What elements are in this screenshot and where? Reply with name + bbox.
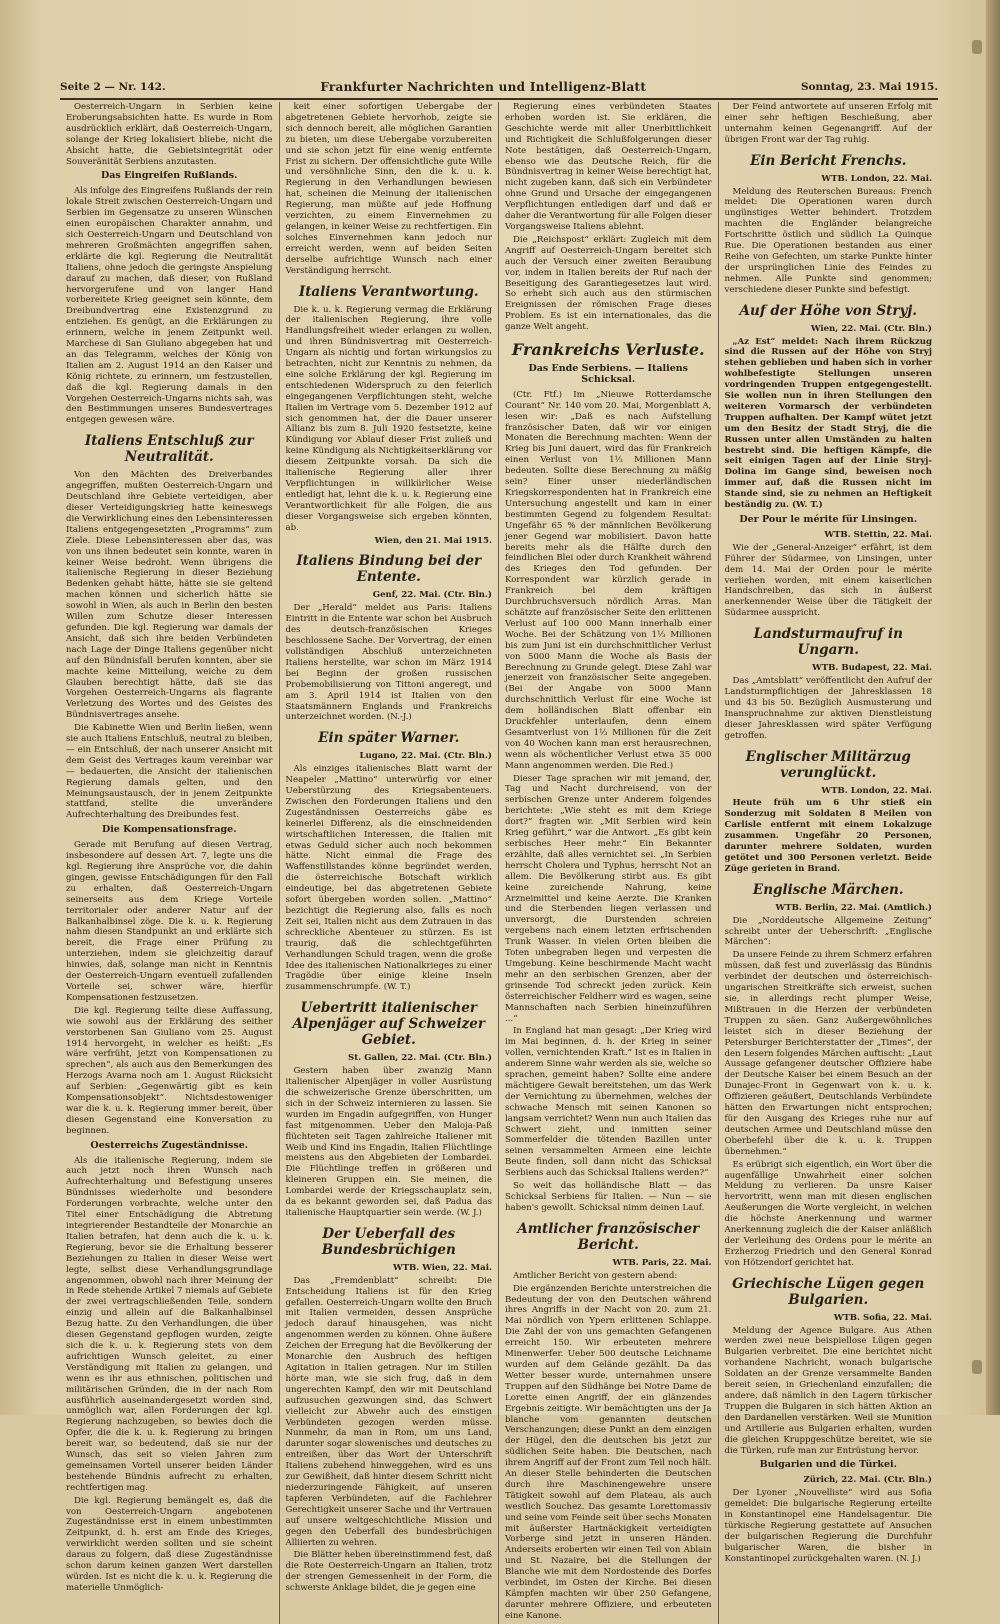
paragraph: Der Feind antwortete auf unseren Erfolg mit einer sehr heftigen Beschießung, aber unternahm keinen Gegenangriff. Auf der übrigen Front war der Tag ruhig. [724,102,932,145]
paragraph: Die kgl. Regierung bemängelt es, daß die von Oesterreich-Ungarn angebotenen Zugeständnisse erst in einem unbestimmten Zeitpunkt, d. h. erst am Ende des Krieges, verwirklicht werden sollten und sie scheint daraus zu folgern, daß diese Zugeständnisse schon darum keinen ganzen Wert darstellen würden. Ist es nicht die k. u. k. Regierung die materielle Unmöglich- [66,1495,273,1593]
paragraph: keit einer sofortigen Uebergabe der abgetretenen Gebiete hervorhob, zeigte sie sich dennoch bereit, alle möglichen Garantien zu bieten, um diese Uebergabe vorzubereiten und sie schon jetzt für eine wenig entfernte Frist zu sichern. Der offensichtliche gute Wille und versöhnliche Sinn, den die k. u. k. Regierung in den Verhandlungen bewiesen hat, scheinen die Meinung der italienischen Regierung, man müßte auf jede Hoffnung verzichten, zu einem Einvernehmen zu gelangen, in keiner Weise zu rechtfertigen. Ein solches Einvernehmen kann jedoch nur erreicht werden, wenn auf beiden Seiten derselbe aufrichtige Wunsch nach einer Verständigung herrscht. [285,102,492,276]
issue-date: Sonntag, 23. Mai 1915. [800,81,938,93]
paragraph: Das „Amtsblatt“ veröffentlicht den Aufruf der Landsturmpflichtigen der Jahresklassen 18 und 43 bis 50. Bezüglich Ausmusterung und Inanspruchnahme zur aktiven Dienstleistung dieser Jahresklassen wird später Verfügung getroffen. [724,676,932,741]
article-headline: Bulgarien und die Türkei. [759,1459,897,1471]
paragraph: Als einziges italienisches Blatt warnt der Neapeler „Mattino“ unterwürfig vor einer Ueberstürzung des Kriegsabenteuers. Zwischen den Forderungen Italiens und den Zugeständnissen Oesterreichs gäbe es keinerlei Differenz, als die einschneidenden wirtschaftlichen Interessen, die Italien mit etwas Geduld sicher auch noch bekommen hätte. Nicht einmal die Frage des Waffenstillstandes könne begründet werden, die österreichische Botschaft wirklich eindeutige, bei das abgetretenen Gebiete sofort übergeben worden sollen. „Mattino“ bezichtigt die Regierung also, falls es noch Zeit sei, Italien nicht aus dem Zutrauen in das schreckliche Abenteuer zu stürzen. Es ist traurig, daß die schlechtgeführten Verhandlungen Schuld tragen, wenn die große Idee des italienischen Nationalkrieges zu einer Tragödie über einige kleine Inseln zusammenschrumpfe. (W. T.) [285,764,492,993]
paragraph: In England hat man gesagt: „Der Krieg wird im Mai beginnen, d. h. der Krieg in seiner vollen, vernichtenden Kraft.“ Ist es in Italien in anderem Sinne wahr werden als sie, welche so sprachen, gemeint haben? Sollte eine andere mächtigere Gewalt bereitstehen, um das Werk der Vernichtung zu übernehmen, welches der schwache Mensch mit seinen Kanonen so langsam verrichtet? Wenn nun auch Italien das Schwert zieht, und inmitten seiner Sommerfelder die tötenden Bazillen unter seinen versammelten Armeen eine leichte Beute finden, soll dann nicht das Schicksal Serbiens auch das Schicksal Italiens werden?“ [505,1026,712,1179]
article-headline: Der Pour le mérite für Linsingen. [739,514,918,525]
page-number: Seite 2 — Nr. 142. [60,81,166,93]
paragraph: Dieser Tage sprachen wir mit jemand, der, Tag und Nacht durchreisend, von der serbischen Grenze unter Anderem folgendes berichtete: „Wie steht es mit dem Kriege dort?“ fragten wir. „Mit Serbien wird kein Krieg geführt,“ war die Antwort. „Es gibt kein serbisches Heer mehr.“ Ein Bekannter erzählte, daß alles vernichtet sei. „In Serbien herrscht Cholera und Typhus, herrscht Not an allem. Die Bevölkerung stirbt aus. Es gibt keine zureichende Nahrung, keine Arzneimittel und keine Aerzte. Die Kranken und die Sterbenden liegen verlassen und unversorgt, die Durstenden schreien vergebens nach einem letzten erfrischenden Trunk Wasser. In vielen Orten bleiben die Toten unbegraben liegen und verpesten die Umgebung. Keine beschirmende Macht wacht mehr an den serbischen Grenzen, aber der grinsende Tod schreckt jeden zurück. Kein österreichischer Feldherr wird es wagen, seine Mannschaften nach Serbien hineinzuführen ...“ [505,773,712,1024]
paragraph: So weit das holländische Blatt — das Schicksal Serbiens für Italien. — Nun — sie haben's gewollt. Schicksal nimm deinen Lauf. [505,1181,712,1213]
article-headline: Italiens Bindung bei der Entente. [296,553,482,586]
article-headline: Englische Märchen. [752,881,904,898]
section-heading: Die Kompensationsfrage. [101,824,237,836]
paragraph: Wie der „General-Anzeiger“ erfährt, ist dem Führer der Südarmee, von Linsingen, unter dem 14. Mai der Orden pour le mérite verliehen worden, mit einem kaiserlichen Handschreiben, das sich in äußerst anerkennender Weise über die Tätigkeit der Südarmee ausspricht. [724,542,932,619]
paragraph: Als infolge des Eingreifens Rußlands der rein lokale Streit zwischen Oesterreich-Ungarn und Serbien im Gegensatze zu unseren Wünschen einen europäischen Charakter annahm, und sich Oesterreich-Ungarn und Deutschland von mehreren Großmächten angegriffen sahen, erklärte die kgl. Regierung die Neutralität Italiens, ohne jedoch die geringste Anspielung darauf zu machen, daß dieser, von Rußland hervorgerufene und von langer Hand vorbereitete Krieg geeignet sein könnte, dem Dreibundvertrag eine Existenzgrund zu entziehen. Es genügt, an die Erklärungen zu erinnern, welche in jenem Zeitpunkt weil. Marchese di San Giuliano abgegeben hat und an das Telegramm, welches der König von Italien am 2. August 1914 an den Kaiser und König richtete, zu erinnern, um festzustellen, daß die kgl. Regierung damals in den Vorgehen Oesterreich-Ungarns nichts sah, was den Bestimmungen unseres Bundesvertrages entgegen gewesen wäre. [66,186,273,426]
paragraph: Der „Herald“ meldet aus Paris: Italiens Eintritt in die Entente war schon bei Ausbruch des deutsch-französischen Krieges beschlossene Sache. Der Vorvertrag, der einen vollständigen Abschluß unterzeichneten Italiens herstellte, war schon im März 1914 bei Beginn der großen russischen Probemobilisierung von Tittoni angeregt, und am 3. April 1914 ist Italien von den Staatsmännern Englands und Frankreichs unterzeichnet worden. (N.-J.) [285,603,492,723]
paragraph: Der Lyoner „Nouvelliste“ wird aus Sofia gemeldet: Die bulgarische Regierung erteilte in Konstantinopel eine Handelsagentur. Die türkische Regierung gestattete auf Ansuchen der bulgarischen Regierung die Durchfuhr bulgarischer Waren, die bisher in Konstantinopel zurückgehalten waren. (N. J.) [724,1488,932,1564]
dateline: St. Gallen, 22. Mai. (Ctr. Bln.) [348,1053,492,1064]
dateline: WTB. London, 22. Mai. [821,785,932,796]
paper-edge [986,0,1000,1415]
binding-hole [972,1360,982,1374]
dateline: WTB. Budapest, 22. Mai. [812,663,932,674]
article-headline: Der Ueberfall des Bundesbrüchigen [321,1225,456,1258]
dateline: WTB. Sofia, 22. Mai. [833,1312,932,1323]
section-heading: Oesterreichs Zugeständnisse. [90,1139,249,1151]
article-headline: Auf der Höhe von Stryj. [739,302,917,319]
article-headline: Italiens Verantwortung. [298,283,479,300]
paragraph: Die ergänzenden Berichte unterstreichen die Bedeutung der von den Deutschen während ihres Angriffs in der Nacht von 20. zum 21. Mai nördlich von Ypern erlittenen Schlappe. Die Zahl der von uns gemachten Gefangenen erreicht 150. Wir erbeuteten mehrere Minenwerfer. Ueber 500 deutsche Leichname wurden auf dem Gelände gezählt. Da das Wetter besser wurde, unternahmen unsere Truppen auf den Südhänge bei Notre Dame de Lorette einen Angriff, der ein glänzendes Ergebnis zeitigte. Wir bemächtigten uns der Ja blanche vom genannten deutschen Verschanzungen; diese Punkt an dem einzigen der Hügel, den die deutschen bis jetzt zur südlichen Seite haben. Die Deutschen, nach ihrem Angriff auf der Front zum Teil noch hält. An dieser Stelle behinderten die Deutschen durch ihre Maschinengewehre unsere Tätigkeit sowohl auf dem Plateau, als auch westlich Souchez. Das gesamte Lorettomassiv und seine vom Feinde seit über sechs Monaten mit äußerster Hartnäckigkeit verteidigten Vorberge sind jetzt in unseren Händen. Anderseits eroberten wir einen Teil von Ablain und St. Nazaire, bei die Stellungen der Blanche wie mit dem Nordostende des Dorfes verbindet, im Osten der Kirche. Bei diesen Kämpfen machten wir über 250 Gefangene, darunter mehrere Offiziere, und erbeuteten eine Kanone. [505,1283,712,1621]
dateline: Lugano, 22. Mai. (Ctr. Bln.) [359,751,492,762]
article-headline: Ein später Warner. [318,730,460,747]
paragraph: Gerade mit Berufung auf diesen Vertrag, insbesondere auf dessen Art. 7, legte uns die kgl. Regierung ihre Ansprüche vor, die dahin gingen, gewisse Entschädigungen für den Fall zu erhalten, daß Oesterreich-Ungarn seinerseits aus dem Kriege Vorteile territorialer oder anderer Natur auf der Balkanhalbinsel zöge. Die k. u. k. Regierung nahm diesen Standpunkt an und erklärte sich bereit, die Frage einer Prüfung zu unterziehen, indem sie gleichzeitig darauf hinwies, daß, solange man nicht in Kenntnis der Oesterreich-Ungarn eventuell zufallenden Vorteile sei, schwer wäre, hierfür Kompensationen festzusetzen. [66,840,273,1003]
article-headline: Landsturmaufruf in Ungarn. [753,626,903,659]
article-headline: Frankreichs Verluste. [511,340,705,360]
column-3 [499,102,719,1624]
dateline: Wien, den 21. Mai 1915. [374,535,492,546]
dateline: WTB. London, 22. Mai. [821,173,932,184]
paragraph: Da unsere Feinde zu ihrem Schmerz erfahren müssen, daß fest und zuverlässig das Bündnis verbindet der deutschen und österreichisch-ungarischen Streitkräfte sich erweist, suchen sie, in allerdings recht plumper Weise, Mißtrauen in die Herzen der verbündeten Truppen zu säen. Ganz Außergewöhnliches leistet sich in dieser Beziehung der Petersburger Berichterstatter der „Times“, der den Lesern folgendes Märchen auftischt: „Laut Aussage gefangener deutscher Offiziere habe der Deutsche Kaiser bei einem Besuch an der Dunajec-Front in Gegenwart von k. u. k. Offizieren geäußert, Deutschlands Verbündete hätten den Erwartungen nicht entsprochen; für den Ausgang des Krieges ruhe nur auf deutschen Armee und Deutschland müsse den Oberbefehl über die k. u. k. Truppen übernehmen.“ [724,950,932,1157]
paragraph: Meldung der Agence Bulgare. Aus Athen werden zwei neue beispiellose Lügen gegen Bulgarien verbreitet. Die eine berichtet nicht vorhandene Nachricht, wonach bulgarische Soldaten an der Grenze versammelte Banden bereit seien, in Griechenland einzufallen; die andere, daß nämlich in den Lagern türkischer Truppen die Bulgaren in sich hätten Aktion an den Dardanellen verstärken. Weil sie Munition und Artillerie aus Bulgarien erhalten, wurden die gleichen Kruppgeschütze bereitet, wie sie die Türken, rufe man zur Entrüstung hervor. [724,1325,932,1456]
article-columns [60,102,938,1621]
article-subheadline: Das Ende Serbiens. — Italiens Schicksal. [528,363,689,385]
masthead-title: Frankfurter Nachrichten und Intelligenz-Blatt [320,80,647,94]
article-headline: Uebertritt italienischer Alpenjäger auf Schweizer Gebiet. [292,1000,485,1049]
paragraph: Regierung eines verbündeten Staates erhoben worden ist. Sie erklären, die Geschichte werde mit aller Unerbittlichkeit und Richtigkeit die Schlußfolgerungen dieser Note bestätigen, daß Oesterreich-Ungarn, ebenso wie das Deutsche Reich, für die Bündnisvertrag in keiner Weise berechtigt hat, nicht zugeben kann, daß sich ein Verbündeter ohne Grund und Ursache der eingegangenen Verpflichtungen entledigen darf und daß er daher die Verantwortung für alle Folgen dieser Vorgangsweise Italiens ablehnt. [505,102,712,232]
paragraph: Von den Mächten des Dreiverbandes angegriffen, mußten Oesterreich-Ungarn und Deutschland ihre Gebiete verteidigen, aber dieser Verteidigungskrieg hatte keineswegs die Verwirklichung eines den Lebensinteressen Italiens entgegengesetzten „Programms“ zum Ziele. Diese Lebensinteressen aber das, was von uns ihnen bedeutet sein konnte, waren in keiner Weise bedroht. Wenn übrigens die italienische Regierung in dieser Beziehung Bedenken gehabt hätte, hätte sie sie geltend machen können und sicherlich hätte sie sowohl in Wien, als auch in Berlin den besten Willen zum Schutze dieser Interessen gefunden. Die kgl. Regierung war damals der Ansicht, daß sich ihre beiden Verbündeten nach Lage der Dinge Italiens gegenüber nicht auf den Bündnisfall berufen konnten, aber sie machte keine Mitteilung, weiche zu dem Glauben berechtigt hätte, daß sie das Vorgehen Oesterreich-Ungarns als flagrante Verletzung des Wortes und des Geistes des Bündnisvertrages ansehe. [66,470,273,721]
paragraph: Die kgl. Regierung teilte diese Auffassung, wie sowohl aus der Erklärung des seither verstorbenen San Giuliano vom 25. August 1914 hervorgeht, in welcher es heißt: „Es wäre verfrüht, jetzt von Kompensationen zu sprechen“, als auch aus den Bemerkungen des Herzogs Avarna noch am 1. August Rücksicht auf Serbien: „Gegenwärtig gibt es kein Kompensationsobjekt“. Nichtsdestoweniger war die k. u. k. Regierung immer bereit, über diesen Gegenstand eine Konversation zu beginnen. [66,1005,273,1136]
page-header [60,76,938,100]
dateline: Wien, 22. Mai. (Ctr. Bln.) [810,323,932,334]
paragraph: Die k. u. k. Regierung vermag die Erklärung der italienischen Regierung, ihre volle Handlungsfreiheit wieder erlangen zu wollen, und ihren Bündnisvertrag mit Oesterreich-Ungarn als nichtig und fortan wirkungslos zu betrachten, nicht zur Kenntnis zu nehmen, da eine solche Erklärung der kgl. Regierung im entschiedenen Widerspruch zu den feierlich eingegangenen Verpflichtungen steht, welche Italien im Vertrage vom 5. Dezember 1912 auf sich genommen hat, der die Dauer unserer Allianz bis zum 8. Juli 1920 festsetzte, keine Kündigung vor Ablauf dieser Frist zuließ und keine Kündigung als Nichtigkeitserklärung vor diesem Zeitpunkte vorsah. Da sich die italienische Regierung aller ihrer Verpflichtungen in willkürlicher Weise entledigt hat, lehnt die k. u. k. Regierung eine Verantwortlichkeit für alle Folgen, die aus dieser Vorgangsweise sich ergeben könnten, ab. [285,304,492,533]
dateline: WTB. Wien, 22. Mai. [392,1262,492,1273]
paragraph: Amtlicher Bericht von gestern abend: [513,1270,678,1281]
paragraph: Die „Reichspost“ erklärt: Zugleich mit dem Angriff auf Oesterreich-Ungarn bereitet sich auch der Versuch einer zweiten Beraubung vor, indem in Italien bereits der Ruf nach der Beseitigung des Garantiegesetzes laut wird. So erhebt sich auch aus den stürmischen Ereignissen der römischen Frage dieses Problem. Es ist ein internationales, das die ganze Welt angeht. [505,234,712,333]
paragraph: Es erübrigt sich eigentlich, ein Wort über die augenfällige Unwahrheit einer solchen Meldung zu verlieren. Da unsre Kaiser hervortritt, wenn man mit diesen englischen Aeußerungen die Worte vergleicht, in welchen die höchste Anerkennung und warmer Anerkennung zugleich die der Kaiser anläßlich der Verleihung des Ordens pour le mérite an Erzherzog Friedrich und den General Konrad von Hötzendorf gerichtet hat. [724,1159,932,1268]
article-headline: Amtlicher französischer Bericht. [517,1220,700,1253]
paragraph: Das „Fremdenblatt“ schreibt: Die Entscheidung Italiens ist für den Krieg gefallen. Oesterreich-Ungarn wollte den Bruch mit Italien vermeiden, dessen Ansprüche jedoch darauf hinausgehen, was nicht angenommen werden zu können. Ohne äußere Zeichen der Erregung hat die Bevölkerung der Monarchie den Ausbruch des heftigen Agitation in Italien getragen. Nur im Stillen hörte man, wie sie sich frug, daß in dem ungerechten Kampf, den wir mit Deutschland aufzusuchen gezwungen sind, das Schwert vielleicht zur Abwehr auch des einstigen Verbündeten gezogen werden müsse. Nunmehr, da man in Rom, um uns Land, darunter sogar slowenisches und deutsches zu entreißen, über das Wort der Unterschrift Italiens zubehend hinweggehen, wird es uns zur Gewißheit, daß hinter diesem Schritt nicht niederzuringende Fähigkeit, auf unseren tapferen Verbündeten, auf die Fachlehrer Gerechtigkeit unserer Sache und ihr Vertrauen auf unsere weltgeschichtliche Mission und gegen den Ueberfall des bundesbrüchigen Alliierten zu wehren. [285,1275,492,1548]
article-headline: Ein Bericht Frenchs. [750,152,907,169]
paragraph: „Az Est“ meldet: Nach ihrem Rückzug sind die Russen auf der Höhe von Stryj stehen geblieben und haben sich in vorher wohlbefestigte Stellungen unseren vordringenden Truppen entgegengestellt. Sie wollen nun in ihren Stellungen den weiteren Vormarsch der verbündeten Truppen aufhalten. Der Kampf wütet jetzt um den Besitz der Stadt Stryj, die die Russen unter allen Umständen zu halten bestrebt sind. Die heftigen Kämpfe, die seit einigen Tagen auf der Linie Stryj-Dolina im Gange sind, beweisen noch immer auf, daß die Russen nicht im Stande sind, sie zu nehmen an Heftigkeit beständig zu. (W. T.) [724,336,932,511]
paragraph: Als die italienische Regierung, indem sie auch jetzt noch ihren Wunsch nach Aufrechterhaltung und Befestigung unseres Bündnisses wiederholte und besondere Forderungen vorbrachte, welche unter den Titel einer Entschädigung die Abtretung integrierender Bestandteile der Monarchie an Italien betrafen, hat denn auch die k. u. k. Regierung, bevor sie die Erhaltung besserer Beziehungen zu Italien in dieser Weise wert legte, selbst diese Verhandlungsgrundlage angenommen, obwohl nach ihrer Meinung der in Rede stehende Artikel 7 niemals auf Gebiete der zwei vertragschließenden Teile, sondern einzig und allein auf die Balkanhalbinsel Bezug hatte. Zu den Verhandlungen, die über diesen Gegenstand gepflogen wurden, zeigte sich die k. u. k. Regierung stets von dem aufrichtigen Wunsch geleitet, zu einer Verständigung mit Italien zu gelangen, und wenn es ihr aus ethnischen, politischen und militärischen Gründen, die in der nach Rom ausführlich auseinandergesetzt worden sind, unmöglich war, allen Forderungen der kgl. Regierung nachzugeben, so bewies doch die Opfer, die die k. u. k. Regierung zu bringen bereit war, so bedeutend, daß sie nur der Wunsch, das seit so vielen Jahren zum gemeinsamen Vorteil unserer beiden Länder bestehende Bündnis aufrecht zu erhalten, rechtfertigen mag. [66,1155,273,1493]
section-heading: Italiens Entschluß zur Neutralität. [84,433,254,466]
dateline: Zürich, 22. Mai. (Ctr. Bln.) [803,1475,932,1486]
paragraph: Die „Norddeutsche Allgemeine Zeitung“ schreibt unter der Ueberschrift: „Englische Märchen“: [724,915,932,948]
article-headline: Englischer Militärzug verunglückt. [745,748,911,781]
paragraph: Oesterreich-Ungarn in Serbien keine Eroberungsabsichten hatte. Es wurde in Rom ausdrücklich erklärt, daß Oesterreich-Ungarn, solange der Krieg lokalisiert bliebe, nicht die Absicht hatte, die Gebietsintegrität oder Souveränität Serbiens anzutasten. [66,102,273,167]
section-heading: Das Eingreifen Rußlands. [101,170,238,182]
article-headline: Griechische Lügen gegen Bulgarien. [732,1275,925,1308]
dateline: WTB. Berlin, 22. Mai. (Amtlich.) [775,902,932,913]
paragraph: Meldung des Reuterschen Bureaus: French meldet: Die Operationen waren durch ungünstiges Wetter behindert. Trotzdem machten die Engländer belangreiche Fortschritte östlich und südlich La Quinque Rue. Die Operationen bestanden aus einer Reihe von Gefechten, um starke Punkte hinter der ursprünglichen Linie des Feindes zu nehmen. Alle Punkte sind genommen; verschiedene dieser Punkte sind befestigt. [724,186,932,295]
paragraph: Gestern haben über zwanzig Mann italienischer Alpenjäger in voller Ausrüstung die schweizerische Grenze überschritten, um sich in der Schweiz internieren zu lassen. Sie wurden im Engadin aufgegriffen, von Hunger fast mitgenommen. Ueber den Maloja-Paß flüchteten seit Tagen zahlreiche Italiener mit Weib und Kind ins Engadin, Italien Flüchtlinge meistens aus den Abgebieten der Lombardei. Die Flüchtlinge treffen in größeren und kleineren Gruppen ein. Sie meinen, die Lombardei werde der Kriegsschauplatz sein, da es bekannt geworden sei, daß Padua das italienische Hauptquartier sein werde. (W. J.) [285,1066,492,1218]
paragraph: Die Blätter heben übereinstimmend fest, daß die Rote Oesterreich-Ungarn an Italien, trotz der strengen Gemessenheit in der Form, die schwerste Anklage bildet, die je gegen eine [285,1550,492,1594]
dateline: Genf, 22. Mai. (Ctr. Bln.) [372,590,492,601]
column-1 [60,102,280,1624]
paragraph: Heute früh um 6 Uhr stieß ein Sonderzug mit Soldaten 8 Meilen von Carlisle entfernt mit einem Lokalzuge zusammen. Ungefähr 20 Personen, darunter mehrere Soldaten, wurden getötet und 300 Personen verletzt. Beide Züge gerieten in Brand. [724,798,932,874]
binding-hole [972,40,982,54]
paragraph: Die Kabinette Wien und Berlin ließen, wenn sie auch Italiens Entschluß, neutral zu bleiben, — ein Entschluß, der nach unserer Ansicht mit dem Geist des Vertrages kaum vereinbar war — bedauerten, die Ansicht der italienischen Regierung damals gelten, und den Meinungsaustausch, der in jenem Zeitpunkte stattfand, stellte die unverändere Aufrechterhaltung des Dreibundes fest. [66,723,273,821]
dateline: WTB. Stettin, 22. Mai. [824,529,932,540]
dateline: WTB. Paris, 22. Mai. [612,1257,712,1268]
column-4 [719,102,939,1624]
paragraph: (Ctr. Ftf.) Im „Nieuwe Rotterdamsche Courant“ Nr. 140 vom 20. Mai, Morgenblatt A, lesen wir: „Daß es nach Aufstellung französischer Daten, daß wir vor einigen Monaten die Berechnung machten: Wenn der Krieg bis Juni dauert, wird das für Frankreich einen Verlust von 1⅓ Millionen Mann bedeuten. Sollte diese Berechnung zu mäßig sein? Einer unser niederländischen Kriegskorrespondenten hat in Frankreich eine Untersuchung angestellt und kam in einer bestimmten Gegend zu folgendem Resultat: Ungefähr 65 % der männlichen Bevölkerung jener Gegend war mobilisiert. Davon hatte bereits mehr als die Hälfte durch den feindlichen Blei oder durch Krankheit während des Krieges den Tod gefunden. Der Korrespondent war kürzlich gerade in Frankreich bei dem kräftigen Durchbruchsversuch nördlich Arras. Man schätzte auf französischer Seite den erlittenen Verlust auf 100 000 Mann innerhalb einer Woche. Bei der Schätzung von 1⅓ Millionen bis zum Juni ist ein durchschnittlicher Verlust von 5000 Mann die Woche als Basis der Berechnung zu Grunde gelegt. Diese Zahl war jenerzeit von französischer Seite angegeben. (Bei der Angabe von 5000 Mann durchschnittlich Verlust für eine Woche ist dem holländischen Blatt offenbar ein Druckfehler unterlaufen, denn einem Gesamtverlust von 1⅓ Millionen für die Zeit von 40 Wochen kann man erst herausrechnen, wenn als wöchentlicher Verlust etwa 35 000 Mann angenommen werden. Die Red.) [505,389,712,771]
column-2 [280,102,500,1624]
